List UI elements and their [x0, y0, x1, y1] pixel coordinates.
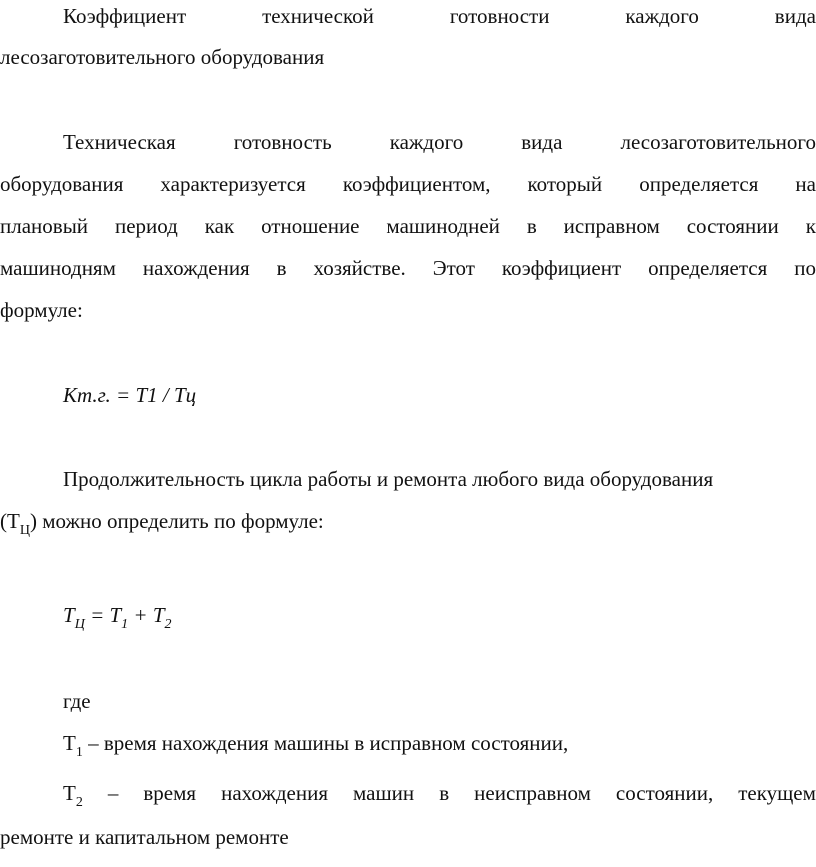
paragraph2-line-1: Продолжительность цикла работы и ремонта любого вида оборудования: [63, 467, 714, 491]
word: который: [527, 172, 603, 196]
paragraph2-open: (Т: [0, 509, 20, 533]
definition-t2-line-1: [63, 781, 816, 810]
def2-t: Т: [63, 781, 76, 805]
word: вида: [521, 130, 563, 154]
paragraph2-line-2: [0, 509, 816, 538]
formula2-t-sub: Ц: [74, 617, 85, 632]
word: коэффициентом,: [342, 172, 491, 196]
word: машинодням: [0, 256, 116, 280]
word: машин: [353, 781, 415, 805]
def2-term: [63, 781, 83, 810]
word: неисправном: [474, 781, 591, 805]
def1-text: – время нахождения машины в исправном состоянии,: [82, 731, 569, 755]
where-label: где: [63, 689, 91, 713]
word: каждого: [625, 4, 699, 28]
word: коэффициент: [501, 256, 622, 280]
word: отношение: [261, 214, 360, 238]
word: к: [805, 214, 816, 238]
word: хозяйстве.: [313, 256, 406, 280]
word: технической: [262, 4, 374, 28]
word: готовность: [233, 130, 332, 154]
word: вида: [774, 4, 816, 28]
word: машинодней: [386, 214, 500, 238]
def1-sub: 1: [75, 745, 83, 760]
word: Коэффициент: [63, 4, 187, 28]
word: время: [143, 781, 197, 805]
word: характеризуется: [160, 172, 306, 196]
word: период: [114, 214, 178, 238]
formula2-t: Т: [63, 603, 75, 627]
word: текущем: [738, 781, 816, 805]
formula-coefficient: Кт.г. = Т1 / Тц: [63, 383, 197, 407]
definition-t2-line-2: ремонте и капитальном ремонте: [0, 825, 289, 849]
paragraph1-line-2: [0, 172, 816, 196]
word: каждого: [389, 130, 464, 154]
word: исправном: [563, 214, 660, 238]
word: по: [794, 256, 816, 280]
word: нахождения: [221, 781, 328, 805]
word: состоянии: [686, 214, 779, 238]
formula2-eq: = Т: [84, 603, 122, 627]
word: –: [107, 781, 119, 805]
word: в: [439, 781, 450, 805]
word: нахождения: [142, 256, 250, 280]
word: оборудования: [0, 172, 124, 196]
word: состоянии,: [615, 781, 714, 805]
definition-t1: [63, 731, 816, 760]
word: Техническая: [63, 130, 176, 154]
paragraph1-line-4: [0, 256, 816, 280]
paragraph1-line-5: формуле:: [0, 298, 83, 322]
heading-line-1: [63, 4, 816, 28]
formula2-t1-sub: 1: [121, 617, 129, 632]
word: на: [795, 172, 816, 196]
word: плановый: [0, 214, 89, 238]
word: как: [204, 214, 235, 238]
def2-sub: 2: [75, 795, 83, 810]
paragraph1-line-3: [0, 214, 816, 238]
paragraph2-sub: Ц: [19, 523, 30, 538]
heading-line-2: лесозаготовительного оборудования: [0, 45, 325, 69]
formula2-plus: + Т: [128, 603, 165, 627]
word: готовности: [449, 4, 550, 28]
word: в: [526, 214, 537, 238]
paragraph2-rest: ) можно определить по формуле:: [29, 509, 324, 533]
formula2-t2-sub: 2: [164, 617, 172, 632]
word: определяется: [639, 172, 759, 196]
word: лесозаготовительного: [620, 130, 816, 154]
word: в: [276, 256, 287, 280]
word: определяется: [648, 256, 768, 280]
paragraph1-line-1: [63, 130, 816, 154]
formula-cycle: [63, 603, 816, 632]
def1-t: Т: [63, 731, 76, 755]
word: Этот: [432, 256, 475, 280]
